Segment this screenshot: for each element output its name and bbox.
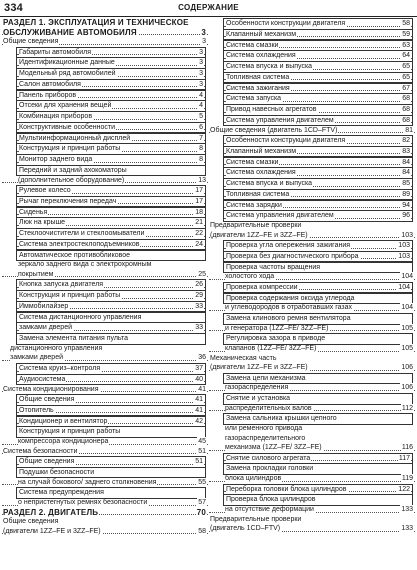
toc-entry	[2, 498, 208, 508]
toc-entry-page: 37	[195, 365, 203, 373]
toc-entry-page: 104	[398, 283, 410, 291]
toc-entry	[209, 303, 415, 313]
toc-entry-title: Система дистанционного управления	[19, 313, 142, 321]
toc-entry-title: Система смазки	[226, 41, 279, 49]
toc-entry-page: 21	[195, 219, 203, 227]
toc-entry	[2, 28, 208, 38]
toc-entry-title: Топливная система	[226, 190, 290, 198]
toc-entry-page: 85	[402, 180, 410, 188]
toc-entry-title: Комбинация приборов	[19, 113, 93, 121]
toc-entry-title: Отопитель	[19, 406, 54, 414]
toc-entry-page: 117	[398, 454, 410, 462]
toc-entry-title: Замена клинового ремня вентилятора	[226, 314, 351, 322]
toc-entry-page: 94	[402, 201, 410, 209]
toc-entry-page: 58	[402, 20, 410, 27]
toc-entry-page: 89	[402, 190, 410, 198]
toc-entry-title: Панель приборов	[19, 91, 77, 99]
toc-entry	[2, 176, 208, 186]
toc-entry-page: 103	[401, 231, 413, 239]
toc-entry-page: 41	[195, 396, 203, 404]
toc-entry	[209, 443, 415, 453]
toc-entry-title: ОБСЛУЖИВАНИЕ АВТОМОБИЛЯ	[3, 27, 137, 37]
toc-entry-title: Проверка блока цилиндров	[226, 496, 316, 504]
toc-entry-title: Особенности конструкции двигателя	[226, 20, 346, 27]
toc-entry-page: 3	[202, 38, 206, 45]
toc-entry-title: замками дверей	[10, 354, 64, 362]
toc-entry-title: Модельный ряд автомобилей	[19, 70, 116, 78]
toc-entry-title: Топливная система	[226, 73, 290, 81]
toc-entry-page: 64	[402, 52, 410, 60]
toc-entry-title: Клапанный механизм	[226, 30, 297, 38]
toc-entry-page: 8	[199, 145, 203, 153]
toc-entry-title: Замена элемента питания пульта	[19, 335, 129, 343]
toc-entry-title: компрессора кондиционера	[18, 438, 109, 446]
toc-entry-title: Клапанный механизм	[226, 147, 297, 155]
toc-right-column	[209, 18, 415, 534]
toc-entry-title: Система безопасности	[3, 447, 78, 455]
toc-entry-title: Проверка угла опережения зажигания	[226, 242, 351, 250]
toc-entry-title: (двигатель 1CD–FTV)	[210, 525, 281, 533]
toc-entry-title: Проверка частоты вращения	[226, 263, 321, 271]
toc-entry-page: 112	[401, 404, 413, 412]
toc-entry	[209, 231, 415, 241]
toc-entry-page: 13	[198, 176, 206, 184]
toc-entry-page: 59	[402, 30, 410, 38]
toc-entry-title: Аудиосистема	[19, 375, 66, 383]
toc-entry-page: 41	[198, 385, 206, 393]
toc-entry-page: 45	[198, 438, 206, 446]
toc-entry	[2, 37, 208, 47]
toc-entry-page: 67	[402, 84, 410, 92]
toc-entry-title: Идентификационные данные	[19, 59, 115, 67]
toc-entry-page: 4	[199, 102, 203, 110]
toc-left-column	[2, 18, 208, 536]
header-rule	[0, 16, 417, 17]
toc-entry-title: (двигатели 1ZZ–FE и 3ZZ–FE)	[210, 364, 308, 372]
toc-entry	[209, 324, 415, 334]
toc-entry-title: Снятие силового агрегата	[226, 454, 311, 462]
toc-entry-page: 33	[195, 302, 203, 310]
toc-entry-title: Замена сальника крышки цепного	[226, 415, 337, 423]
toc-entry-page: 104	[401, 273, 413, 281]
toc-entry	[209, 383, 415, 393]
toc-entry-title: (дополнительное оборудование)	[18, 176, 125, 184]
toc-entry-title: Снятие и установка	[226, 394, 291, 402]
toc-entry-title: Стеклоочистители и стеклоомыватели	[19, 230, 145, 238]
toc-entry-page: 25	[198, 270, 206, 278]
toc-entry-page: 36	[198, 354, 206, 362]
toc-entry-title: Система смазки	[226, 158, 279, 166]
toc-entry	[209, 524, 415, 534]
toc-entry-title: о непристегнутых ремнях безопасности	[18, 498, 148, 506]
toc-entry	[2, 385, 208, 395]
toc-entry	[209, 221, 415, 231]
toc-entry-page: 29	[195, 292, 203, 300]
toc-entry-page: 3	[199, 80, 203, 88]
toc-entry-title: Конструкция и принцип работы	[19, 428, 121, 436]
toc-entry-title: Подушки безопасности	[19, 468, 95, 476]
toc-entry-title: Иммобилайзер	[19, 302, 69, 310]
toc-entry-page: 40	[195, 375, 203, 383]
toc-entry-title: и генератора (1ZZ–FE/ 3ZZ–FE)	[225, 324, 329, 332]
toc-entry-page: 3	[201, 27, 206, 37]
toc-entry-title: Общие сведения	[19, 396, 75, 404]
toc-entry	[2, 478, 208, 488]
toc-entry	[209, 363, 415, 373]
toc-entry-title: Салон автомобиля	[19, 80, 81, 88]
toc-entry-title: Кондиционер и вентилятор	[19, 417, 108, 425]
toc-entry-title: Предварительные проверки	[210, 222, 302, 230]
toc-entry-title: блока цилиндров	[225, 475, 282, 483]
toc-entry-title: Мультиинформационный дисплей	[19, 134, 131, 142]
toc-entry-page: 26	[195, 281, 203, 289]
toc-entry	[2, 353, 208, 363]
toc-entry-title: и углеводородов в отработавших газах	[225, 304, 353, 312]
toc-entry	[2, 270, 208, 280]
toc-entry	[209, 126, 415, 136]
toc-entry-title: (двигатели 1ZZ–FE и 3ZZ–FE)	[210, 231, 308, 239]
toc-entry-page: 22	[195, 230, 203, 238]
toc-entry-page: 103	[398, 242, 410, 250]
toc-entry-title: Система охлаждения	[226, 52, 296, 60]
toc-entry-page: 65	[402, 73, 410, 81]
toc-entry-page: 105	[401, 324, 413, 332]
toc-entry-page: 104	[401, 304, 413, 312]
page-number: 334	[4, 2, 23, 14]
toc-entry-page: 63	[402, 41, 410, 49]
running-head: СОДЕРЖАНИЕ	[178, 3, 239, 12]
toc-entry-title: Предварительные проверки	[210, 515, 302, 523]
toc-entry-page: 68	[402, 106, 410, 113]
toc-entry-page: 24	[195, 240, 203, 248]
toc-entry-title: Система круиз–контроля	[19, 365, 101, 373]
toc-entry-title: покрытием	[18, 270, 54, 278]
toc-entry-page: 96	[402, 212, 410, 220]
toc-entry-page: 42	[195, 417, 203, 425]
toc-entry-title: Кнопка запуска двигателя	[19, 281, 104, 289]
toc-entry	[2, 527, 208, 537]
toc-entry-page: 105	[401, 345, 413, 353]
toc-entry-title: Конструкция и принцип работы	[19, 292, 121, 300]
toc-entry-title: Автоматическое противобликовое	[19, 251, 131, 259]
toc-entry-title: Переборка головки блока цилиндров	[226, 485, 347, 493]
toc-entry	[209, 515, 415, 525]
toc-entry-title: Система управления двигателем	[226, 116, 334, 124]
toc-entry-page: 33	[195, 324, 203, 332]
toc-entry-title: Рулевое колесо	[19, 187, 71, 195]
toc-entry-page: 5	[199, 113, 203, 121]
toc-entry-page: 57	[198, 498, 206, 506]
toc-entry-title: Система зажигания	[226, 84, 290, 92]
toc-entry-title: Механическая часть	[210, 354, 277, 362]
toc-entry-title: Система впуска и выпуска	[226, 63, 313, 70]
toc-entry	[2, 447, 208, 457]
toc-entry-title: Привод навесных агрегатов	[226, 106, 317, 113]
toc-entry	[209, 344, 415, 354]
toc-entry-title: Система электростеклоподъемников	[19, 240, 140, 248]
toc-entry-title: Проверка компрессии	[226, 283, 298, 291]
toc-entry-title: РАЗДЕЛ 2. ДВИГАТЕЛЬ	[3, 507, 99, 517]
toc-entry	[209, 434, 415, 444]
toc-entry-page: 133	[401, 506, 413, 514]
toc-entry	[209, 424, 415, 434]
toc-entry-page: 68	[402, 95, 410, 103]
toc-entry-page: 8	[199, 156, 203, 164]
toc-entry-title: Проверка без диагностического прибора	[226, 252, 359, 260]
toc-entry-title: распределительных валов	[225, 404, 312, 412]
toc-entry-page: 84	[402, 158, 410, 166]
toc-entry-title: Конструктивные особенности	[19, 123, 115, 131]
toc-entry-title: Регулировка зазора в приводе	[226, 335, 326, 343]
toc-entry	[2, 508, 208, 518]
toc-entry-title: на случай бокового/ заднего столкновения	[18, 478, 157, 486]
toc-entry-page: 6	[199, 123, 203, 131]
toc-entry-title: Замена цепи механизма	[226, 374, 306, 382]
toc-entry-title: Общие сведения	[3, 518, 59, 526]
toc-entry-page: 84	[402, 169, 410, 177]
toc-entry-page: 70	[196, 507, 206, 517]
toc-entry-title: Сиденья	[19, 208, 48, 216]
toc-entry-page: 81	[405, 126, 413, 134]
toc-entry-title: газораспределительного	[225, 434, 306, 442]
toc-entry-page: 65	[402, 63, 410, 70]
toc-entry-title: Габариты автомобиля	[19, 48, 91, 56]
toc-entry-page: 68	[402, 116, 410, 124]
toc-entry-title: дистанционного управления	[10, 344, 103, 352]
toc-entry-title: Особенности конструкции двигателя	[226, 137, 346, 145]
toc-entry-page: 17	[195, 187, 203, 195]
toc-entry	[209, 404, 415, 414]
toc-entry	[209, 505, 415, 515]
toc-entry-title: Замена прокладки головки	[226, 465, 314, 473]
toc-entry	[2, 517, 208, 527]
toc-entry-title: Монитор заднего вида	[19, 156, 93, 164]
toc-entry-title: зеркало заднего вида с электрохромным	[18, 261, 152, 269]
toc-entry-title: механизма (1ZZ–FE/ 3ZZ–FE)	[225, 444, 322, 452]
toc-entry-title: клапанов (1ZZ–FE/ 3ZZ–FE)	[225, 345, 317, 353]
toc-entry-page: 106	[401, 364, 413, 372]
toc-entry-title: Система предупреждения	[19, 489, 104, 497]
toc-entry	[2, 260, 208, 270]
toc-entry-page: 82	[402, 137, 410, 145]
toc-entry-title: РАЗДЕЛ 1. ЭКСПЛУАТАЦИЯ И ТЕХНИЧЕСКОЕ	[3, 18, 189, 27]
toc-entry-title: Люк на крыше	[19, 219, 66, 227]
toc-entry-title: Система управления двигателем	[226, 212, 334, 220]
toc-entry-title: газораспределения	[225, 384, 289, 392]
toc-entry-page: 133	[401, 525, 413, 533]
toc-entry	[2, 344, 208, 354]
toc-entry-page: 41	[195, 406, 203, 414]
toc-entry-page: 17	[195, 197, 203, 205]
toc-entry-title: Рычаг переключения передач	[19, 197, 117, 205]
toc-entry	[2, 18, 208, 28]
toc-entry-page: 3	[199, 70, 203, 78]
toc-entry-page: 55	[198, 478, 206, 486]
toc-entry	[209, 474, 415, 484]
toc-entry	[209, 272, 415, 282]
toc-entry-title: холостого хода	[225, 273, 275, 281]
toc-entry-title: Общие сведения	[3, 38, 59, 45]
toc-entry-title: Система охлаждения	[226, 169, 296, 177]
toc-entry-title: Система запуска	[226, 95, 282, 103]
toc-entry-page: 119	[401, 475, 413, 483]
toc-entry-title: Конструкция и принцип работы	[19, 145, 121, 153]
toc-entry-page: 18	[195, 208, 203, 216]
toc-entry-page: 103	[398, 252, 410, 260]
toc-entry-page: 106	[401, 384, 413, 392]
toc-entry-page: 51	[195, 458, 203, 466]
toc-entry-page: 116	[401, 444, 413, 452]
toc-entry-page: 7	[199, 134, 203, 142]
toc-entry-title: замками дверей	[19, 324, 73, 332]
toc-entry-page: 83	[402, 147, 410, 155]
toc-entry-title: на отсутствие деформации	[225, 506, 314, 514]
toc-entry-title: Общие сведения (двигатель 1CD–FTV)	[210, 126, 338, 134]
toc-entry-title: Отсеки для хранения вещей	[19, 102, 112, 110]
toc-entry-title: или ременного привода	[225, 425, 303, 433]
toc-entry-title: Система зарядки	[226, 201, 282, 209]
toc-entry-page: 58	[198, 527, 206, 535]
page-header	[0, 0, 417, 17]
toc-entry-page: 51	[198, 447, 206, 455]
toc-entry-title: (двигатели 1ZZ–FE и 3ZZ–FE)	[3, 527, 101, 535]
toc-entry	[2, 437, 208, 447]
toc-entry-page: 3	[199, 48, 203, 56]
toc-entry-page: 3	[199, 59, 203, 67]
toc-entry-title: Проверка содержания оксида углерода	[226, 294, 355, 302]
toc-entry-title: Передний и задний ахокоматоры	[19, 166, 127, 174]
toc-entry-page: 122	[398, 485, 410, 493]
toc-entry-title: Система кондиционирования	[3, 385, 99, 393]
toc-entry-title: Система впуска и выпуска	[226, 180, 313, 188]
toc-entry	[209, 354, 415, 364]
toc-entry-title: Общие сведения	[19, 458, 75, 466]
toc-entry-page: 4	[199, 91, 203, 99]
